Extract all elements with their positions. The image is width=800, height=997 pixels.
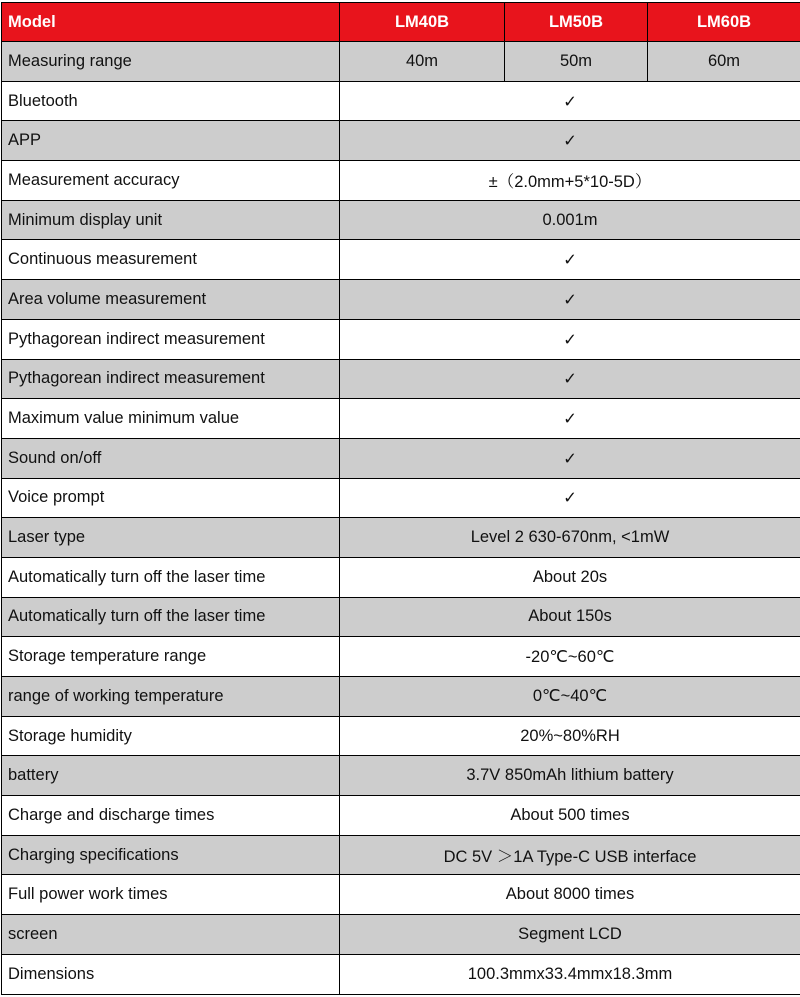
spec-row <box>2 835 800 875</box>
spec-row <box>2 756 800 796</box>
spec-row-value: ±（2.0mm+5*10-5D） <box>340 161 800 201</box>
measuring-range-label: Measuring range <box>2 42 340 82</box>
spec-row-value: Segment LCD <box>340 915 800 955</box>
spec-row-label: Minimum display unit <box>2 200 340 240</box>
header-model-label: Model <box>2 3 340 42</box>
spec-row <box>2 915 800 955</box>
spec-row-value: Level 2 630-670nm, <1mW <box>340 518 800 558</box>
spec-row <box>2 359 800 399</box>
checkmark-icon: ✓ <box>340 121 800 161</box>
checkmark-icon: ✓ <box>340 359 800 399</box>
checkmark-icon: ✓ <box>340 399 800 439</box>
spec-table <box>1 2 800 995</box>
spec-row <box>2 319 800 359</box>
spec-row-value: About 20s <box>340 557 800 597</box>
spec-row-label: Charge and discharge times <box>2 796 340 836</box>
spec-row-value: About 500 times <box>340 796 800 836</box>
spec-row-value: 0℃~40℃ <box>340 677 800 717</box>
checkmark-icon: ✓ <box>340 81 800 121</box>
spec-row-label: Charging specifications <box>2 835 340 875</box>
header-model-lm40b: LM40B <box>340 3 505 42</box>
measuring-range-row <box>2 42 800 82</box>
header-model-lm50b: LM50B <box>505 3 648 42</box>
checkmark-icon: ✓ <box>340 280 800 320</box>
measuring-range-lm50b: 50m <box>505 42 648 82</box>
checkmark-icon: ✓ <box>340 240 800 280</box>
spec-row-value: About 150s <box>340 597 800 637</box>
spec-row-label: battery <box>2 756 340 796</box>
spec-row <box>2 81 800 121</box>
spec-row <box>2 121 800 161</box>
spec-row-label: Voice prompt <box>2 478 340 518</box>
header-model-lm60b: LM60B <box>648 3 800 42</box>
spec-row <box>2 677 800 717</box>
spec-row-label: screen <box>2 915 340 955</box>
spec-row-value: 0.001m <box>340 200 800 240</box>
spec-row-value: -20℃~60℃ <box>340 637 800 677</box>
spec-row <box>2 716 800 756</box>
spec-row-value: DC 5V ＞1A Type-C USB interface <box>340 835 800 875</box>
spec-row <box>2 240 800 280</box>
spec-row-label: Automatically turn off the laser time <box>2 597 340 637</box>
spec-row-label: Storage humidity <box>2 716 340 756</box>
spec-row <box>2 280 800 320</box>
spec-row-label: Pythagorean indirect measurement <box>2 319 340 359</box>
spec-row <box>2 438 800 478</box>
spec-row-label: Automatically turn off the laser time <box>2 557 340 597</box>
spec-row-label: Pythagorean indirect measurement <box>2 359 340 399</box>
spec-row <box>2 875 800 915</box>
spec-row-value: 20%~80%RH <box>340 716 800 756</box>
spec-row-label: Area volume measurement <box>2 280 340 320</box>
spec-row-label: range of working temperature <box>2 677 340 717</box>
spec-row-label: Laser type <box>2 518 340 558</box>
spec-row-label: Maximum value minimum value <box>2 399 340 439</box>
spec-row-value: 3.7V 850mAh lithium battery <box>340 756 800 796</box>
checkmark-icon: ✓ <box>340 319 800 359</box>
measuring-range-lm60b: 60m <box>648 42 800 82</box>
spec-row <box>2 200 800 240</box>
spec-table-body <box>2 3 800 995</box>
spec-row <box>2 637 800 677</box>
spec-row <box>2 796 800 836</box>
checkmark-icon: ✓ <box>340 478 800 518</box>
header-row <box>2 3 800 42</box>
spec-row-label: Dimensions <box>2 954 340 994</box>
spec-row <box>2 597 800 637</box>
spec-row <box>2 399 800 439</box>
spec-row-label: Storage temperature range <box>2 637 340 677</box>
spec-row-label: Measurement accuracy <box>2 161 340 201</box>
spec-row <box>2 161 800 201</box>
checkmark-icon: ✓ <box>340 438 800 478</box>
spec-row-label: Bluetooth <box>2 81 340 121</box>
spec-row-value: About 8000 times <box>340 875 800 915</box>
spec-row-label: Sound on/off <box>2 438 340 478</box>
spec-row <box>2 557 800 597</box>
spec-row <box>2 954 800 994</box>
spec-row-label: Full power work times <box>2 875 340 915</box>
spec-row <box>2 478 800 518</box>
spec-row-value: 100.3mmx33.4mmx18.3mm <box>340 954 800 994</box>
measuring-range-lm40b: 40m <box>340 42 505 82</box>
spec-row-label: APP <box>2 121 340 161</box>
spec-row <box>2 518 800 558</box>
spec-row-label: Continuous measurement <box>2 240 340 280</box>
